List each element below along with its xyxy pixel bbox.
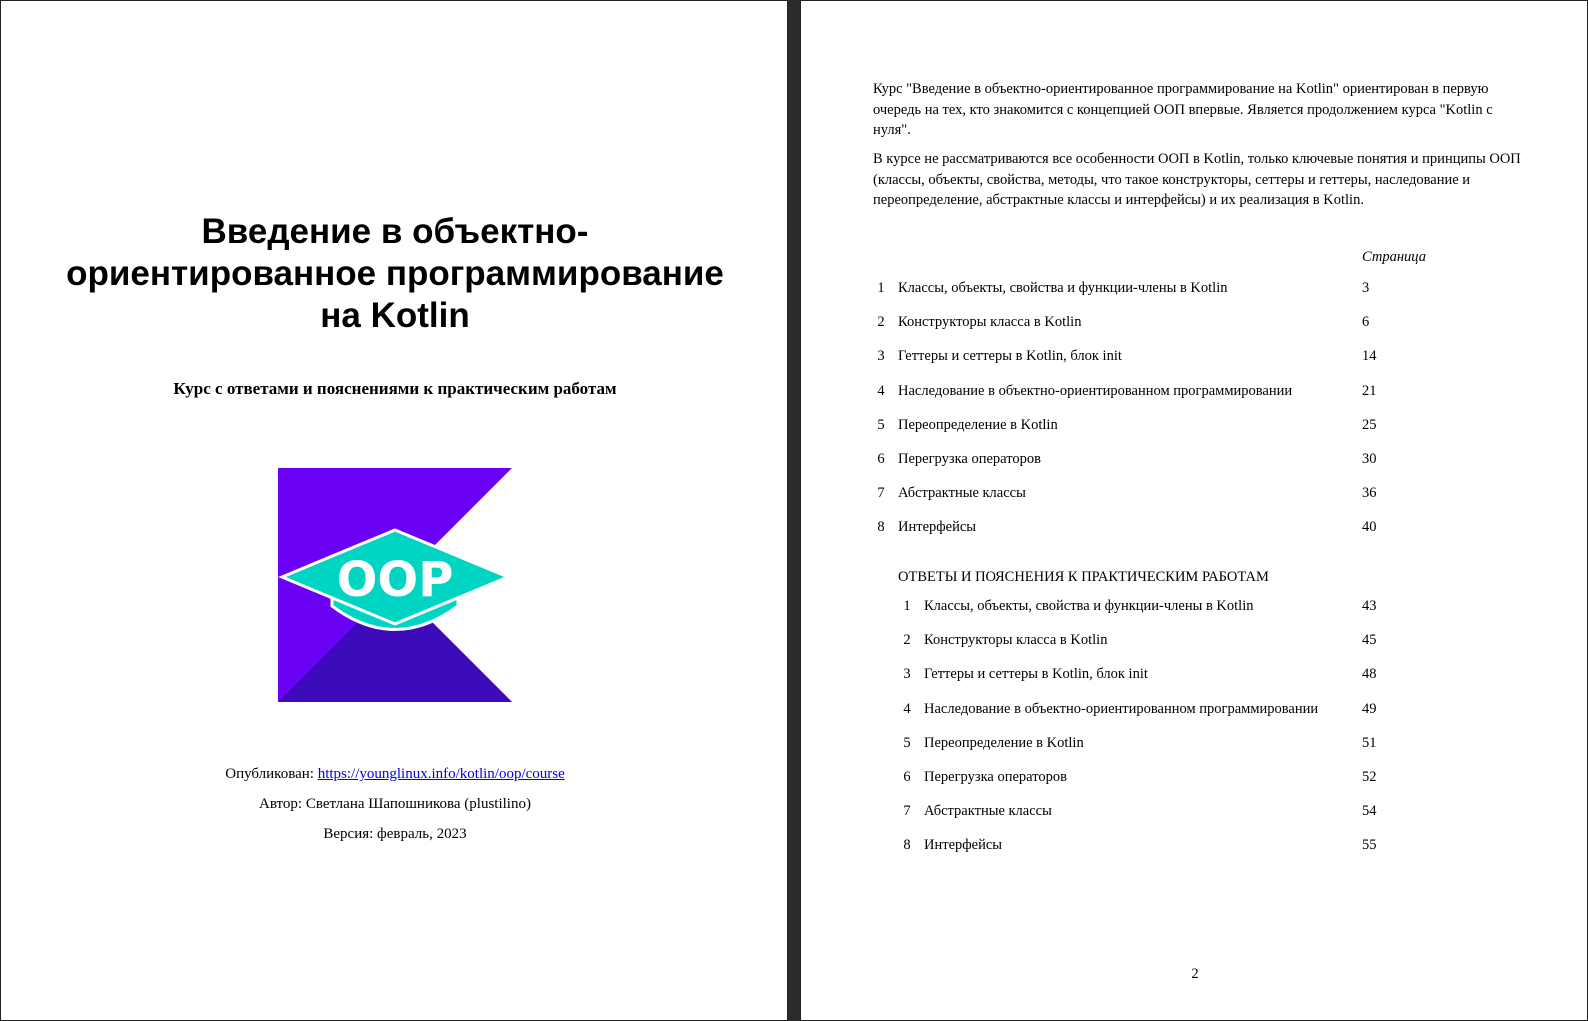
toc-entry-title: Геттеры и сеттеры в Kotlin, блок init (924, 666, 1148, 683)
toc-entry-number: 1 (903, 598, 911, 614)
toc-entry[interactable] (801, 415, 1588, 435)
toc-entry[interactable] (801, 483, 1588, 503)
published-label: Опубликован: (225, 766, 318, 782)
cover-subtitle: Курс с ответами и пояснениями к практическим работам (173, 379, 617, 398)
toc-entry-number: 3 (877, 348, 885, 365)
toc-entry-page: 14 (1362, 348, 1377, 365)
toc-entry[interactable] (801, 596, 1588, 616)
page-number: 2 (1191, 966, 1199, 982)
cover-title: Введение в объектно-ориентированное программирование на Kotlin (66, 212, 724, 335)
toc-entry-number: 1 (877, 280, 885, 296)
toc-entry[interactable] (801, 312, 1588, 332)
toc-entry[interactable] (801, 801, 1588, 821)
toc-entry-page: 54 (1362, 803, 1377, 820)
toc-entry-title: Интерфейсы (924, 837, 1003, 854)
contents-page (800, 0, 1588, 1021)
toc-entry-title: Классы, объекты, свойства и функции-члены в Kotlin (898, 280, 1228, 296)
toc-entry[interactable] (801, 630, 1588, 650)
toc-entry[interactable] (801, 835, 1588, 855)
toc-entry-page: 48 (1362, 666, 1377, 683)
toc-entry[interactable] (801, 449, 1588, 469)
toc-entry-number: 8 (903, 837, 911, 854)
intro-paragraph-1: Курс "Введение в объектно-ориентированное программирование на Kotlin" ориентирован в первую очередь на тех, кто знакомится с концепцией ООП впервые. Является продолжением курса "Kotlin с нуля". (873, 81, 1493, 138)
toc-entry-number: 7 (877, 485, 885, 502)
toc-entry-title: Конструкторы класса в Kotlin (898, 314, 1082, 331)
toc-entry-title: Наследование в объектно-ориентированном программировании (898, 382, 1293, 399)
toc-entry-page: 52 (1362, 769, 1377, 785)
toc-entry-page: 3 (1362, 280, 1370, 296)
toc-entry[interactable] (801, 699, 1588, 719)
toc-entry-title: Перегрузка операторов (898, 451, 1041, 467)
toc-entry-page: 51 (1362, 734, 1377, 751)
toc-entry-number: 6 (903, 769, 911, 785)
toc-entry-number: 5 (877, 416, 885, 433)
toc-entry-page: 55 (1362, 837, 1377, 854)
toc-entry-number: 3 (903, 666, 911, 683)
toc-entry-number: 6 (877, 451, 885, 467)
toc-entry[interactable] (801, 664, 1588, 684)
toc-entry-page: 25 (1362, 416, 1377, 433)
version-line: Версия: февраль, 2023 (323, 826, 467, 842)
toc-entry-title: Наследование в объектно-ориентированном программировании (924, 700, 1319, 717)
cover-page (0, 0, 788, 1021)
toc-entry-page: 36 (1362, 485, 1377, 502)
toc-entry-title: Перегрузка операторов (924, 769, 1067, 785)
toc-entry-page: 30 (1362, 451, 1377, 467)
toc-entry[interactable] (801, 517, 1588, 537)
toc-entry-number: 4 (903, 700, 911, 717)
toc-entry-page: 45 (1362, 632, 1377, 649)
toc-entry-title: Переопределение в Kotlin (924, 734, 1084, 751)
toc-entry-page: 43 (1362, 598, 1377, 614)
toc-entry-number: 4 (877, 382, 885, 399)
toc-entry-title: Абстрактные классы (898, 485, 1026, 502)
toc-entry-number: 2 (903, 632, 911, 649)
oop-kotlin-logo (278, 468, 512, 702)
toc-page-header: Страница (1362, 249, 1426, 265)
toc-entry-page: 40 (1362, 519, 1377, 536)
toc-entry-page: 6 (1362, 314, 1370, 331)
toc-entry-title: Конструкторы класса в Kotlin (924, 632, 1108, 649)
logo-text: OOP (336, 552, 454, 608)
toc-entry[interactable] (801, 278, 1588, 298)
toc-answers-heading: ОТВЕТЫ И ПОЯСНЕНИЯ К ПРАКТИЧЕСКИМ РАБОТАМ (898, 569, 1269, 585)
toc-entry-title: Интерфейсы (898, 519, 977, 536)
intro-paragraph-2: В курсе не рассматриваются все особенности ООП в Kotlin, только ключевые понятия и принципы ООП (классы, объекты, свойства, методы, что такое конструкторы, сеттеры и геттеры, наследование и переопределение, абстрактные классы и интерфейсы) и их реализация в Kotlin. (873, 151, 1521, 208)
toc-entry-title: Классы, объекты, свойства и функции-члены в Kotlin (924, 598, 1254, 614)
toc-entry-number: 2 (877, 314, 885, 331)
toc-entry-title: Геттеры и сеттеры в Kotlin, блок init (898, 348, 1122, 365)
toc-entry-page: 49 (1362, 700, 1377, 717)
toc-entry[interactable] (801, 346, 1588, 366)
toc-entry[interactable] (801, 767, 1588, 787)
toc-entry-number: 8 (877, 519, 885, 536)
toc-entry-title: Переопределение в Kotlin (898, 416, 1058, 433)
toc-entry-title: Абстрактные классы (924, 803, 1052, 820)
course-url-link[interactable]: https://younglinux.info/kotlin/oop/course (317, 766, 565, 782)
toc-entry-number: 7 (903, 803, 911, 820)
author-line: Автор: Светлана Шапошникова (plustilino) (259, 796, 531, 812)
toc-entry-number: 5 (903, 734, 911, 751)
toc-entry[interactable] (801, 381, 1588, 401)
published-line (61, 764, 729, 784)
toc-entry-page: 21 (1362, 382, 1377, 399)
toc-entry[interactable] (801, 733, 1588, 753)
